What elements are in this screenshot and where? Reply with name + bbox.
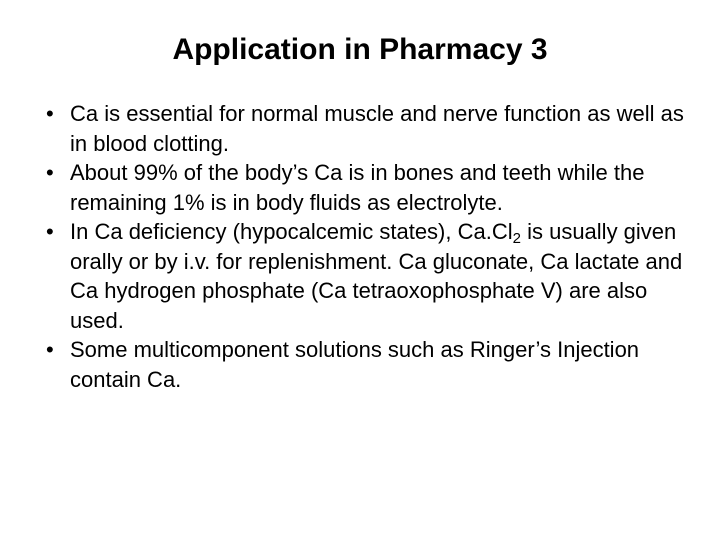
bullet-text-end: is usually given orally or by i.v. for replenishment. Ca gluconate, Ca lactate and Ca hydrogen phosphate (Ca tetraoxophosphate V) are also used. bbox=[70, 219, 683, 333]
bullet-icon: • bbox=[46, 219, 54, 244]
chemical-subscript: 2 bbox=[512, 230, 521, 247]
bullet-text: Some multicomponent solutions such as Ringer’s Injection contain Ca. bbox=[70, 337, 640, 392]
bullet-icon: • bbox=[46, 101, 54, 126]
bullet-text-start: In Ca deficiency (hypocalcemic states), Ca.Cl bbox=[70, 219, 513, 244]
bullet-icon: • bbox=[46, 337, 54, 362]
bullet-item-muscle-nerve bbox=[46, 99, 686, 158]
bullet-item-body-distribution bbox=[46, 158, 686, 217]
bullet-icon: • bbox=[46, 160, 54, 185]
bullet-list bbox=[46, 99, 686, 394]
bullet-text: Ca is essential for normal muscle and nerve function as well as in blood clotting. bbox=[70, 101, 684, 156]
bullet-item-multicomponent bbox=[46, 335, 686, 394]
slide-title: Application in Pharmacy 3 bbox=[172, 33, 548, 66]
bullet-item-deficiency bbox=[46, 217, 686, 335]
bullet-text: About 99% of the body’s Ca is in bones and teeth while the remaining 1% is in body fluids as electrolyte. bbox=[70, 160, 645, 215]
